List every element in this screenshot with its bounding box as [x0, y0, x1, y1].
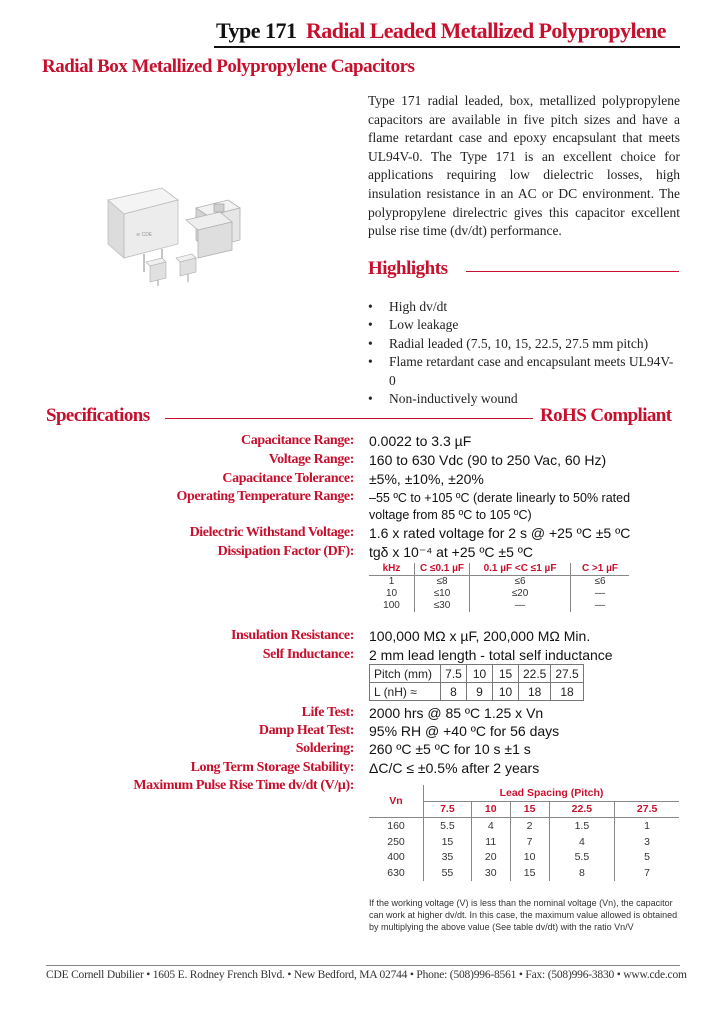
dielectric-withstand-value: 1.6 x rated voltage for 2 s @ +25 ºC ±5 ºC	[369, 525, 631, 541]
highlight-item: • Flame retardant case and encapsulant meets UL94V-0	[368, 353, 678, 390]
df-cell: 1	[388, 576, 395, 587]
pulse-rise-label: Maximum Pulse Rise Time dv/dt (V/µ):	[133, 778, 354, 793]
df-cell: ≤8	[415, 576, 470, 589]
pr-cell: 160	[387, 819, 405, 832]
operating-temperature-line-1: –55 ºC to +105 ºC (derate linearly to 50% rated	[369, 491, 631, 505]
si-inductance-cell: 18	[551, 683, 583, 701]
capacitor-photo	[100, 178, 275, 288]
pr-cell: 20	[471, 849, 510, 865]
highlights-heading: Highlights	[368, 258, 448, 279]
header-type-label: Type 171	[216, 18, 297, 43]
voltage-range-label: Voltage Range:	[268, 452, 354, 467]
header-title: Radial Leaded Metallized Polypropylene	[306, 18, 666, 43]
si-pitch-cell: 15	[493, 665, 519, 683]
capacitance-range-value: 0.0022 to 3.3 µF	[369, 433, 472, 449]
damp-heat-label: Damp Heat Test:	[258, 723, 354, 738]
pr-cell: 4	[471, 818, 510, 834]
pr-cell: 35	[424, 849, 472, 865]
highlight-item: • Non-inductively wound	[368, 390, 678, 408]
table-row	[369, 600, 629, 612]
pr-header-pitch: 27.5	[615, 801, 679, 818]
pr-cell: 7	[615, 865, 679, 881]
table-row	[370, 683, 584, 701]
insulation-resistance-label: Insulation Resistance:	[230, 628, 354, 643]
df-cell: 10	[385, 588, 398, 599]
df-header-c3: C >1 µF	[571, 563, 630, 576]
highlight-item: • High dv/dt	[368, 298, 678, 316]
pr-cell: 4	[549, 834, 615, 850]
self-inductance-table	[369, 664, 584, 701]
pr-cell: 5	[615, 849, 679, 865]
svg-text:≋ CDE: ≋ CDE	[136, 232, 153, 238]
si-inductance-cell: 8	[441, 683, 467, 701]
pr-header-pitch: 10	[471, 801, 510, 818]
highlight-item: • Radial leaded (7.5, 10, 15, 22.5, 27.5 mm pitch)	[368, 335, 678, 353]
specifications-rule	[165, 418, 533, 419]
df-cell: ≤6	[571, 576, 630, 589]
df-cell: —	[571, 600, 630, 612]
pr-cell: 8	[549, 865, 615, 881]
capacitance-range-label: Capacitance Range:	[241, 433, 354, 448]
self-inductance-value: 2 mm lead length - total self inductance	[369, 647, 613, 663]
si-inductance-cell: 18	[519, 683, 551, 701]
self-inductance-label: Self Inductance:	[262, 647, 354, 662]
si-inductance-cell: 9	[467, 683, 493, 701]
specifications-heading: Specifications	[46, 405, 150, 426]
pr-header-pitch: 15	[510, 801, 549, 818]
highlight-item: • Low leakage	[368, 316, 678, 334]
pr-cell: 5.5	[424, 818, 472, 834]
pr-cell: 1	[615, 818, 679, 834]
df-cell: —	[470, 600, 571, 612]
life-test-label: Life Test:	[301, 705, 354, 720]
pr-cell: 2	[510, 818, 549, 834]
product-description: Type 171 radial leaded, box, metallized polypropylene capacitors are available in five pitch sizes and have a flame retardant case and epoxy encapsulant that meets UL94V-0. The Type 171 is an excellent choice for applications requiring low dielectric losses, high insulation resistance in an AC or DC environment. The polypropylene direlectric gives this capacitor excellent pulse rise time (dv/dt) performance.	[368, 93, 680, 239]
rohs-badge: RoHS Compliant	[540, 405, 672, 426]
df-header-c1: C ≤0.1 µF	[415, 563, 470, 576]
pulse-note: If the working voltage (V) is less than the nominal voltage (Vn), the capacitor can work at higher dv/dt. In this case, the maximum value allowed is obtained by multiplying the above value (See table dv/dt) with the ratio Vn/V	[369, 898, 678, 932]
si-inductance-cell: 10	[493, 683, 519, 701]
highlights-list	[368, 298, 678, 408]
pr-cell: 7	[510, 834, 549, 850]
life-test-value: 2000 hrs @ 85 ºC 1.25 x Vn	[369, 705, 544, 721]
damp-heat-value: 95% RH @ +40 ºC for 56 days	[369, 723, 560, 739]
dissipation-factor-label: Dissipation Factor (DF):	[217, 544, 354, 559]
pr-cell: 10	[510, 849, 549, 865]
table-row	[369, 834, 679, 850]
storage-stability-label: Long Term Storage Stability:	[190, 760, 354, 775]
capacitance-tolerance-value: ±5%, ±10%, ±20%	[369, 471, 484, 487]
df-cell: ≤6	[470, 576, 571, 589]
si-pitch-cell: 10	[467, 665, 493, 683]
pr-cell: 400	[387, 851, 405, 864]
highlights-rule	[466, 271, 679, 272]
si-pitch-cell: 7.5	[441, 665, 467, 683]
storage-stability-value: ΔC/C ≤ ±0.5% after 2 years	[369, 760, 540, 776]
df-cell: ≤10	[415, 588, 470, 600]
table-row	[370, 665, 584, 683]
pr-cell: 5.5	[549, 849, 615, 865]
pr-header-pitch: 22.5	[549, 801, 615, 818]
voltage-range-value: 160 to 630 Vdc (90 to 250 Vac, 60 Hz)	[369, 452, 607, 468]
pr-header-pitch: 7.5	[424, 801, 472, 818]
footer-rule	[46, 965, 680, 966]
table-row	[369, 576, 629, 589]
df-header-khz: kHz	[369, 563, 415, 576]
pr-header-vn: Vn	[369, 785, 424, 818]
table-row	[369, 818, 679, 834]
insulation-resistance-value: 100,000 MΩ x µF, 200,000 MΩ Min.	[369, 628, 591, 644]
pr-cell: 55	[424, 865, 472, 881]
page-subtitle: Radial Box Metallized Polypropylene Capacitors	[42, 56, 415, 77]
pr-cell: 30	[471, 865, 510, 881]
pr-cell: 1.5	[549, 818, 615, 834]
df-cell: ≤20	[470, 588, 571, 600]
df-cell: —	[571, 588, 630, 600]
df-cell: 100	[383, 600, 400, 611]
pr-cell: 250	[387, 835, 405, 848]
operating-temperature-value	[369, 490, 630, 524]
si-inductance-label: L (nH) ≈	[370, 683, 441, 701]
table-row	[369, 865, 679, 881]
si-pitch-cell: 27.5	[551, 665, 583, 683]
capacitance-tolerance-label: Capacitance Tolerance:	[222, 471, 354, 486]
soldering-label: Soldering:	[295, 741, 354, 756]
dissipation-factor-table	[369, 563, 629, 612]
pr-cell: 11	[471, 834, 510, 850]
dielectric-withstand-label: Dielectric Withstand Voltage:	[189, 525, 354, 540]
pulse-rise-table	[369, 785, 679, 881]
soldering-value: 260 ºC ±5 ºC for 10 s ±1 s	[369, 741, 531, 757]
header-rule	[214, 46, 680, 48]
footer-contact: CDE Cornell Dubilier • 1605 E. Rodney French Blvd. • New Bedford, MA 02744 • Phone: (508)996-8561 • Fax: (508)996-3830 • www.cde.com	[46, 969, 687, 981]
si-pitch-label: Pitch (mm)	[370, 665, 441, 683]
pr-cell: 3	[615, 834, 679, 850]
operating-temperature-label: Operating Temperature Range:	[176, 489, 354, 504]
table-row	[369, 588, 629, 600]
dissipation-factor-value: tgδ x 10⁻⁴ at +25 ºC ±5 ºC	[369, 544, 534, 560]
pr-cell: 15	[510, 865, 549, 881]
si-pitch-cell: 22.5	[519, 665, 551, 683]
pr-cell: 630	[387, 866, 405, 879]
df-header-c2: 0.1 µF <C ≤1 µF	[470, 563, 571, 576]
df-cell: ≤30	[415, 600, 470, 612]
pr-cell: 15	[424, 834, 472, 850]
operating-temperature-line-2: voltage from 85 ºC to 105 ºC)	[369, 508, 532, 522]
pr-header-span: Lead Spacing (Pitch)	[424, 785, 680, 801]
table-row	[369, 849, 679, 865]
